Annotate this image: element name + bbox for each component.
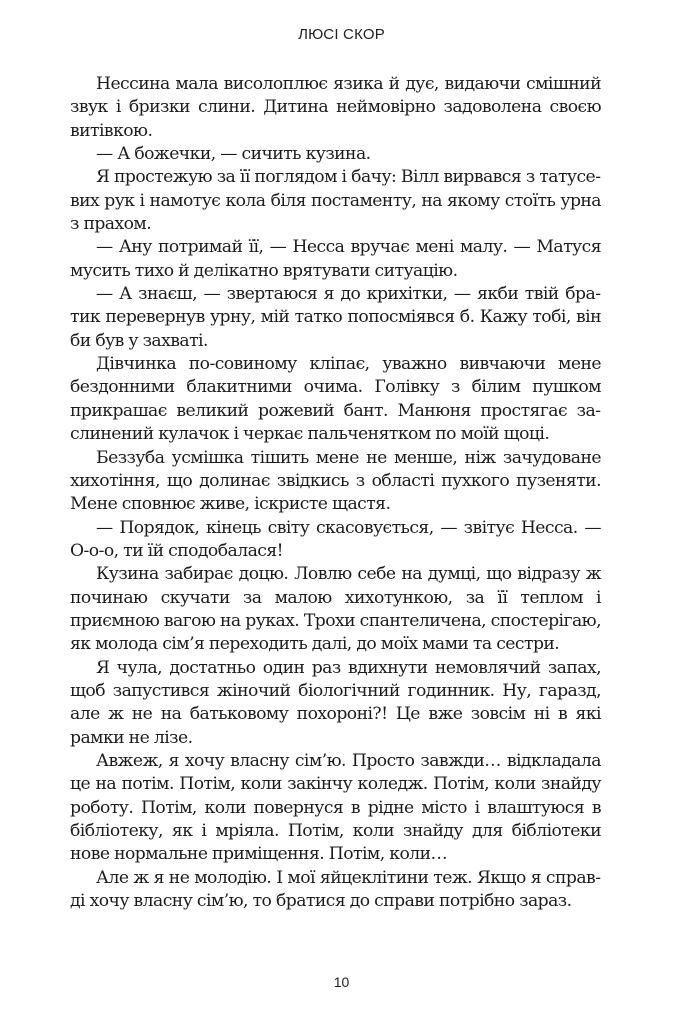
paragraph: — Ану потримай її, — Несса вручає мені малу. — Матуся мусить тихо й делікатно врятувати ситуацію.: [70, 237, 601, 281]
paragraph: — А божечки, — сичить кузина.: [96, 144, 371, 165]
paragraph: — А знаєш, — звертаюся я до крихітки, — якби твій братик перевернув урну, мій татко попосміявся б. Кажу тобі, він би був у захваті.: [70, 284, 601, 351]
page-number: 10: [333, 974, 350, 990]
paragraph: Я простежую за її поглядом і бачу: Вілл вирвався з татусевих рук і намотує кола біля постаменту, на якому стоїть урна з прахом.: [70, 167, 601, 235]
paragraph: Дівчинка по-совиному кліпає, уважно вивчаючи мене бездонними блакитними очима. Голівку з білим пушком прикрашає великий рожевий бант. Манюня простягає заслинений кулачок і черкає пальченятком по моїй щоці.: [70, 354, 601, 445]
paragraph: Але ж я не молодію. І мої яйцеклітини теж. Якщо я справді хочу власну сім’ю, то братися до справи потрібно зараз.: [70, 867, 601, 912]
paragraph: Я чула, достатньо один раз вдихнути немовлячий запах, щоб запустився жіночий біологічний годинник. Ну, гаразд, але ж не на батьковому похороні?! Це вже зовсім ні в які рамки не лізе.: [70, 657, 601, 748]
running-head-author: ЛЮСІ СКОР: [298, 26, 385, 43]
paragraph: Авжеж, я хочу власну сім’ю. Просто завжди… відкладала це на потім. Потім, коли закінчу коледж. Потім, коли знайду роботу. Потім, коли повернуся в рідне місто і влаштуюся в бібліотеку, як і мріяла. Потім, коли знайду для бібліотеки нове нормальне приміщення. Потім, коли…: [70, 750, 601, 865]
body-text: [70, 73, 601, 913]
paragraph: Нессина мала висолоплює язика й дує, видаючи смішний звук і бризки слини. Дитина неймовірно задоволена своєю витівкою.: [70, 74, 601, 141]
paragraph: Кузина забирає доцю. Ловлю себе на думці, що відразу ж починаю скучати за малою хихотункою, за її теплом і приємною вагою на руках. Трохи спантеличена, спостерігаю, як молода сім’я переходить далі, до моїх мами та сестри.: [70, 564, 601, 655]
paragraph: — Порядок, кінець світу скасовується, — звітує Несса. — О-о-о, ти їй сподобалася!: [70, 517, 601, 561]
paragraph: Беззуба усмішка тішить мене не менше, ніж зачудоване хихотіння, що долинає звідкись з області пухкого пузеняти. Мене сповнює живе, іскристе щастя.: [70, 447, 601, 515]
